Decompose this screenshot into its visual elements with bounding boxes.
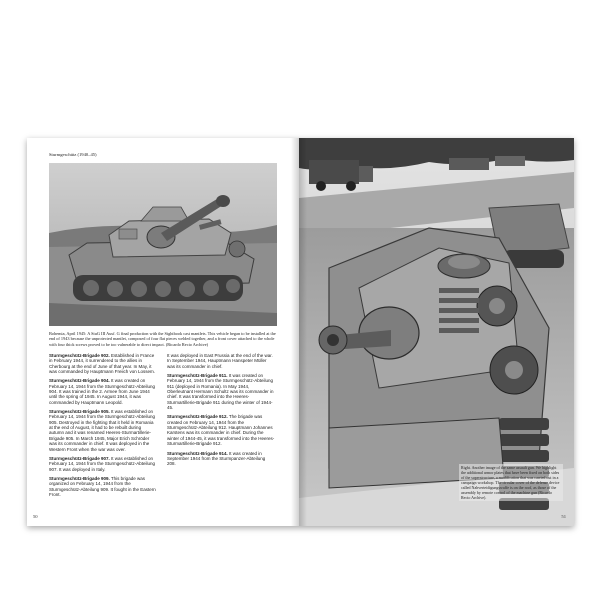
photo-caption-left: Bohemia, April 1945: A StuG III Ausf. G final production with the Sightbook cast mantlets. This vehicle began to be installed at the end of 1943 because the unprotected mantlet, composed of four flat pieces welded together, and a front cover attached to the whole with four thick screws proved to be too vulnerable to direct impact. (Ricardo Recio Archive) [49, 331, 276, 347]
unit-entry [49, 378, 157, 405]
unit-heading: Sturmgeschütz-Brigade 914. [167, 450, 228, 456]
unit-text: It was established on February 14, 1944 from the Sturmgeschütz-Abteilung 907. It was deployed in Italy. [49, 455, 156, 472]
text-column-right [167, 353, 275, 471]
unit-entry [167, 414, 275, 446]
unit-entry [49, 456, 157, 472]
right-page [299, 138, 574, 526]
unit-text: It was established on February 14, 1944 from the Sturmgeschütz-Abteilung 905. Destroyed in the fighting that it held in Romania at the end of August, it had to be rebuilt during autumn and it was renamed Heeres-Sturmartillerie-Brigade 905. In March 1945, Major Erich Schröder was its commander in chief. It was deployed in the Western Front when the war was over. [49, 409, 156, 452]
unit-text: This brigade was organized on February 14, 1944 from the Sturmgeschütz-Abteilung 909. It fought in the Eastern Front. [49, 475, 156, 497]
running-head: Sturmgeschütz (1940–45) [49, 152, 97, 157]
book-spread [27, 138, 574, 526]
unit-entry [167, 451, 275, 467]
unit-entry [49, 476, 157, 497]
text-column-left [49, 353, 157, 501]
photo-caption-right: Right. Another image of the same assault gun. We highlight the additional armor plates that have been fixed on both sides of the superstructure, a modification that was carried out in a campaign workshop. The circular cover of the defense device called Nahverteidigungswaffe is on the roof, as those of the assembly by remote control of the machine gun (Ricardo Recio Archive). [459, 464, 563, 501]
unit-heading: Sturmgeschütz-Brigade 902. [49, 353, 110, 358]
unit-text: It was created on February 14, 1944 from the Sturmgeschütz-Abteilung 904. It was trained in the 2. Armee from June 1944 until the spring of 1945. In August 1944, it was commanded by Hauptmann Leopold. [49, 378, 156, 405]
unit-entry [49, 409, 157, 452]
unit-heading: Sturmgeschütz-Brigade 909. [49, 475, 110, 481]
unit-text: Established in France in February 1944, it surrendered to the allies in Cherbourg at the end of June of that year. In May, it was commanded by Hauptmann Freiich von Lossem. [49, 353, 156, 375]
unit-entry [49, 353, 157, 374]
unit-text: The brigade was created on February 14, 1944 from the Sturmgeschütz-Abteilung 912. Hauptmann Johannes Karstens was its commander in chief. During the winter of 1944-45, it was transformed into the Heeres-Sturmartillerie-Brigade 912. [167, 414, 275, 447]
unit-heading: Sturmgeschütz-Brigade 904. [49, 378, 110, 384]
page-number-left: 50 [33, 514, 38, 519]
assault-gun-photo-left [49, 163, 277, 326]
unit-text: It was created on February 14, 1944 from the Sturmgeschütz-Abteilung 911 (deployed in Romania). In May 1944, Oberleutnant Hermann Schultz was its commander in chief. It was transformed into the Heeres-Sturmartillerie-Brigade 911 during the winter of 1944-45. [167, 373, 274, 411]
unit-text: It was deployed in East Prussia at the end of the war. In September 1944, Hauptmann Hanspeter Müller was its commander in chief. [167, 353, 273, 369]
left-page [27, 138, 299, 526]
unit-heading: Sturmgeschütz-Brigade 905. [49, 409, 110, 415]
unit-heading: Sturmgeschütz-Brigade 912. [167, 414, 228, 420]
unit-entry [167, 373, 275, 410]
unit-heading: Sturmgeschütz-Brigade 911. [167, 373, 228, 379]
unit-text: It was created in September 1944 from the Sturmpanzer-Abteilung 208. [167, 450, 266, 467]
page-number-right: 51 [561, 514, 566, 519]
unit-heading: Sturmgeschütz-Brigade 907. [49, 455, 110, 461]
unit-entry [167, 353, 275, 369]
